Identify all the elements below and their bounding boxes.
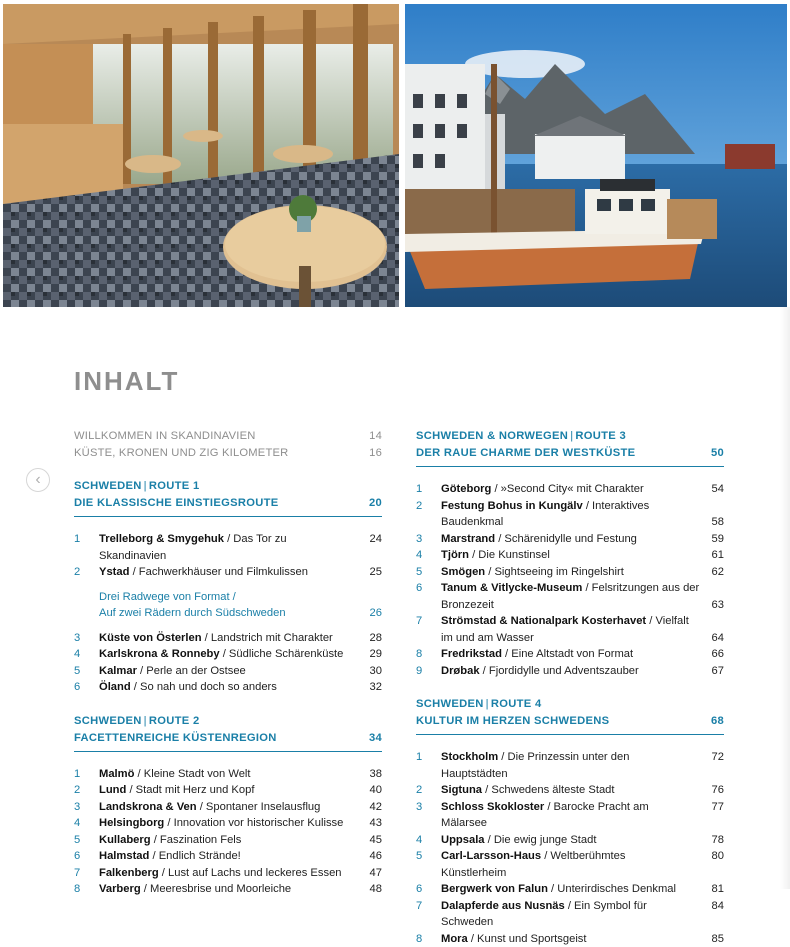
toc-entry[interactable]: 5 Carl-Larsson-Haus / Weltberühmtes Künstlerheim 80: [416, 848, 724, 881]
toc-entry[interactable]: 1 Göteborg / »Second City« mit Charakter 54: [416, 481, 724, 498]
toc-intro-entry[interactable]: WILLKOMMEN IN SKANDINAVIEN 14: [74, 428, 382, 445]
chevron-left-icon: ‹: [35, 471, 40, 488]
page-edge-shadow: [780, 307, 790, 889]
toc-entry[interactable]: 6 Halmstad / Endlich Strände! 46: [74, 848, 382, 865]
toc-entry[interactable]: 7 Strömstad & Nationalpark Kosterhavet / Vielfalt im und am Wasser 64: [416, 613, 724, 646]
harbour-boat-photo: [405, 4, 787, 307]
toc-special-entry[interactable]: Drei Radwege von Format / Auf zwei Rädern durch Südschweden 26: [74, 589, 382, 622]
toc-entry[interactable]: 8 Fredrikstad / Eine Altstadt von Format 66: [416, 646, 724, 663]
toc-entry[interactable]: 9 Drøbak / Fjordidylle und Adventszauber 67: [416, 663, 724, 680]
toc-entry[interactable]: 1 Malmö / Kleine Stadt von Welt 38: [74, 766, 382, 783]
toc-entry[interactable]: 3 Küste von Österlen / Landstrich mit Charakter 28: [74, 630, 382, 647]
route1-heading[interactable]: SCHWEDEN | ROUTE 1 DIE KLASSISCHE EINSTIEGSROUTE 20: [74, 478, 382, 517]
route3-heading[interactable]: SCHWEDEN & NORWEGEN | ROUTE 3 DER RAUE CHARME DER WESTKÜSTE 50: [416, 428, 724, 467]
toc-entry[interactable]: 6 Tanum & Vitlycke-Museum / Felsritzungen aus der Bronzezeit 63: [416, 580, 724, 613]
toc-entry[interactable]: 2 Ystad / Fachwerkhäuser und Filmkulissen 25: [74, 564, 382, 581]
page-title: INHALT: [74, 366, 179, 397]
toc-entry[interactable]: 6 Bergwerk von Falun / Unterirdisches Denkmal 81: [416, 881, 724, 898]
toc-entry[interactable]: 5 Kullaberg / Faszination Fels 45: [74, 832, 382, 849]
route2-heading[interactable]: SCHWEDEN | ROUTE 2 FACETTENREICHE KÜSTENREGION 34: [74, 713, 382, 752]
toc-entry[interactable]: 4 Karlskrona & Ronneby / Südliche Schärenküste 29: [74, 646, 382, 663]
toc-entry[interactable]: 4 Tjörn / Die Kunstinsel 61: [416, 547, 724, 564]
toc-entry[interactable]: 4 Helsingborg / Innovation vor historischer Kulisse 43: [74, 815, 382, 832]
toc-entry[interactable]: 1 Trelleborg & Smygehuk / Das Tor zu Skandinavien 24: [74, 531, 382, 564]
route4-heading[interactable]: SCHWEDEN | ROUTE 4 KULTUR IM HERZEN SCHWEDENS 68: [416, 696, 724, 735]
toc-entry[interactable]: 3 Landskrona & Ven / Spontaner Inselausflug 42: [74, 799, 382, 816]
cafe-interior-photo: [3, 4, 399, 307]
toc-entry[interactable]: 8 Mora / Kunst und Sportsgeist 85: [416, 931, 724, 947]
toc-intro-entry[interactable]: KÜSTE, KRONEN UND ZIG KILOMETER 16: [74, 445, 382, 462]
toc-entry[interactable]: 1 Stockholm / Die Prinzessin unter den Hauptstädten 72: [416, 749, 724, 782]
toc-right-column: [416, 428, 724, 947]
previous-page-arrow[interactable]: [26, 468, 50, 492]
toc-entry[interactable]: 2 Lund / Stadt mit Herz und Kopf 40: [74, 782, 382, 799]
toc-left-column: [74, 428, 382, 898]
toc-entry[interactable]: 2 Sigtuna / Schwedens älteste Stadt 76: [416, 782, 724, 799]
toc-entry[interactable]: 3 Marstrand / Schärenidylle und Festung 59: [416, 531, 724, 548]
toc-entry[interactable]: 3 Schloss Skokloster / Barocke Pracht am Mälarsee 77: [416, 799, 724, 832]
toc-entry[interactable]: 5 Smögen / Sightseeing im Ringelshirt 62: [416, 564, 724, 581]
toc-entry[interactable]: 7 Falkenberg / Lust auf Lachs und leckeres Essen 47: [74, 865, 382, 882]
toc-entry[interactable]: 2 Festung Bohus in Kungälv / Interaktives Baudenkmal 58: [416, 498, 724, 531]
toc-entry[interactable]: 4 Uppsala / Die ewig junge Stadt 78: [416, 832, 724, 849]
toc-entry[interactable]: 6 Öland / So nah und doch so anders 32: [74, 679, 382, 696]
toc-entry[interactable]: 5 Kalmar / Perle an der Ostsee 30: [74, 663, 382, 680]
toc-entry[interactable]: 7 Dalapferde aus Nusnäs / Ein Symbol für Schweden 84: [416, 898, 724, 931]
toc-entry[interactable]: 8 Varberg / Meeresbrise und Moorleiche 48: [74, 881, 382, 898]
